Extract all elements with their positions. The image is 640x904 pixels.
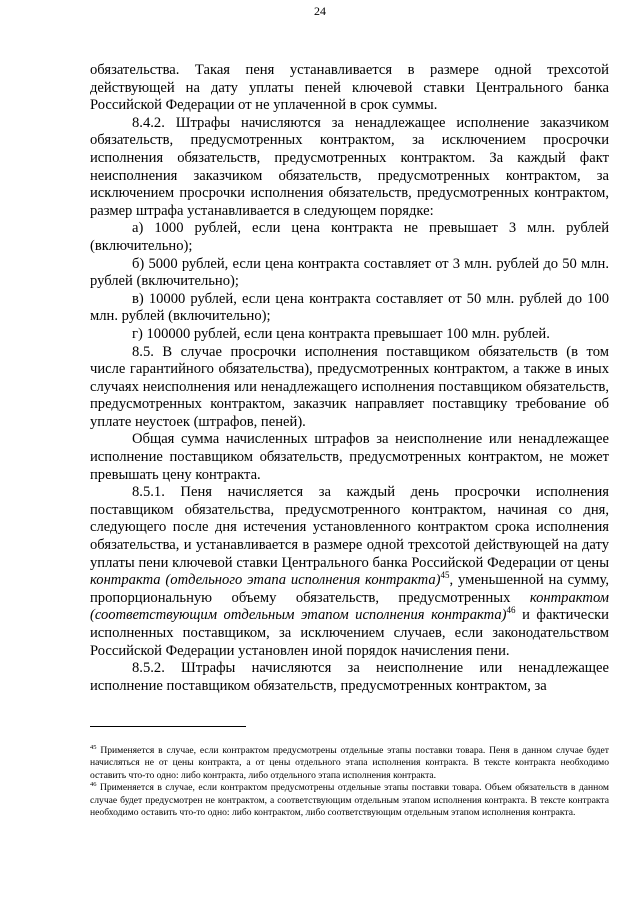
paragraph-8-4-2: 8.4.2. Штрафы начисляются за ненадлежащее исполнение заказчиком обязательств, предусмотренных контрактом, за исключением просрочки исполнения обязательств, предусмотренных контрактом. За каждый факт неисполнения заказчиком обязательств, предусмотренных контрактом, за исключением просрочки исполнения обязательств, предусмотренных контрактом, размер штрафа устанавливается в следующем порядке:	[90, 114, 609, 219]
paragraph-continuation: обязательства. Такая пеня устанавливается в размере одной трехсотой действующей на дату уплаты пеней ключевой ставки Центрального банка Российской Федерации от не уплаченной в срок суммы.	[90, 62, 609, 114]
footnote-number: 46	[90, 781, 97, 789]
page-number: 24	[314, 4, 326, 18]
footnote-ref-46[interactable]: 46	[506, 605, 516, 616]
italic-run: контракта (отдельного этапа исполнения контракта)	[90, 572, 441, 589]
body-text	[90, 62, 609, 695]
footnotes	[90, 745, 609, 819]
footnote-number: 45	[90, 743, 97, 751]
text-run: и фактически исполненных поставщиком, за исключением случаев, если законодательством Российской Федерации установлен иной порядок начисления пени.	[90, 607, 609, 659]
list-item-b: б) 5000 рублей, если цена контракта составляет от 3 млн. рублей до 50 млн. рублей (включительно);	[90, 255, 609, 290]
list-item-g: г) 100000 рублей, если цена контракта превышает 100 млн. рублей.	[132, 325, 550, 342]
footnote-separator	[90, 726, 246, 727]
list-item-a: а) 1000 рублей, если цена контракта не превышает 3 млн. рублей (включительно);	[90, 220, 609, 254]
footnote-45	[90, 745, 609, 782]
list-item-v: в) 10000 рублей, если цена контракта составляет от 50 млн. рублей до 100 млн. рублей (включительно);	[90, 290, 609, 325]
footnote-46	[90, 782, 609, 819]
paragraph-8-5-2: 8.5.2. Штрафы начисляются за неисполнение или ненадлежащее исполнение поставщиком обязательств, предусмотренных контрактом, за	[90, 660, 609, 694]
footnote-text: Применяется в случае, если контрактом предусмотрены отдельные этапы поставки товара. Объем обязательств в данном случае будет предусмотрен не контрактом, а соответствующим отдельным этапом исполнения контракта. В тексте контракта необходимо оставить что-то одно: либо контрактом, либо соответствующим отдельным этапом исполнения контракта.	[90, 782, 609, 819]
italic-run: контрактом (соответствующим отдельным этапом исполнения контракта)	[90, 589, 609, 624]
text-run: , уменьшенной на сумму, пропорциональную объему обязательств, предусмотренных	[90, 572, 609, 606]
paragraph-8-5: 8.5. В случае просрочки исполнения поставщиком обязательств (в том числе гарантийного обязательства), предусмотренных контрактом, а также в иных случаях неисполнения или ненадлежащего исполнения поставщиком обязательств, предусмотренных контрактом, заказчик направляет поставщику требование об уплате неустоек (штрафов, пеней).	[90, 343, 609, 430]
text-run: 8.5.1. Пеня начисляется за каждый день просрочки исполнения поставщиком обязательства, предусмотренного контрактом, начиная со дня, следующего после дня истечения установленного контрактом срока исполнения обязательства, и устанавливается в размере одной трехсотой действующей на дату уплаты пени ключевой ставки Центрального банка Российской Федерации от цены	[90, 484, 609, 571]
paragraph-8-5-1	[90, 484, 609, 660]
footnote-text: Применяется в случае, если контрактом предусмотрены отдельные этапы поставки товара. Пеня в данном случае будет начисляться не от цены контракта, а от цены отдельного этапа исполнения контракта. В тексте контракта необходимо оставить что-то одно: либо контракта, либо отдельного этапа исполнения контракта.	[90, 745, 609, 781]
paragraph-total-fines: Общая сумма начисленных штрафов за неисполнение или ненадлежащее исполнение поставщиком обязательств, предусмотренных контрактом, не может превышать цену контракта.	[90, 431, 609, 483]
footnote-ref-45[interactable]: 45	[440, 570, 450, 581]
